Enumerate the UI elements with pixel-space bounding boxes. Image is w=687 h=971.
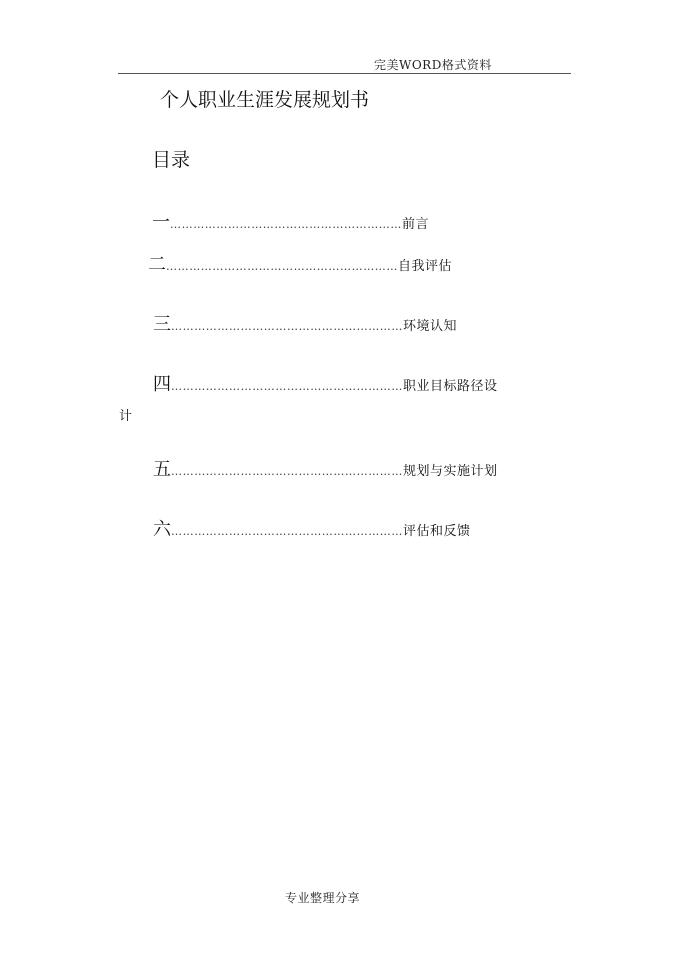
toc-entry-label: 前言 bbox=[402, 217, 430, 232]
page-footer: 专业整理分享 bbox=[285, 891, 361, 905]
toc-entry-6 bbox=[153, 515, 471, 541]
toc-entry-label: 评估和反馈 bbox=[403, 524, 471, 539]
toc-entry-1 bbox=[152, 208, 429, 234]
toc-entry-leader: …………………………………………………… bbox=[171, 465, 403, 478]
toc-entry-number: 一 bbox=[152, 212, 170, 233]
toc-entry-4 bbox=[153, 370, 498, 396]
page-header: 完美WORD格式资料 bbox=[374, 58, 492, 72]
toc-entry-number: 六 bbox=[153, 519, 171, 540]
toc-entry-2 bbox=[148, 250, 452, 276]
toc-entry-leader: …………………………………………………… bbox=[166, 260, 398, 273]
toc-entry-leader: …………………………………………………… bbox=[171, 380, 403, 393]
toc-entry-label: 职业目标路径设 bbox=[403, 379, 498, 394]
toc-entry-number: 三 bbox=[153, 314, 171, 335]
toc-entry-4-wrap: 计 bbox=[119, 409, 133, 424]
toc-entry-number: 五 bbox=[153, 459, 171, 480]
toc-entry-number: 二 bbox=[148, 254, 166, 275]
toc-entry-leader: …………………………………………………… bbox=[171, 525, 403, 538]
toc-entry-leader: …………………………………………………… bbox=[171, 320, 403, 333]
toc-heading: 目录 bbox=[152, 149, 191, 171]
toc-entry-number: 四 bbox=[153, 374, 171, 395]
toc-entry-label: 自我评估 bbox=[398, 259, 453, 274]
toc-entry-label: 环境认知 bbox=[403, 319, 458, 334]
toc-entry-leader: …………………………………………………… bbox=[170, 218, 402, 231]
document-title: 个人职业生涯发展规划书 bbox=[160, 89, 370, 111]
toc-entry-5 bbox=[153, 455, 498, 481]
toc-entry-label: 规划与实施计划 bbox=[403, 464, 498, 479]
header-divider bbox=[118, 73, 571, 74]
toc-entry-3 bbox=[153, 310, 457, 336]
